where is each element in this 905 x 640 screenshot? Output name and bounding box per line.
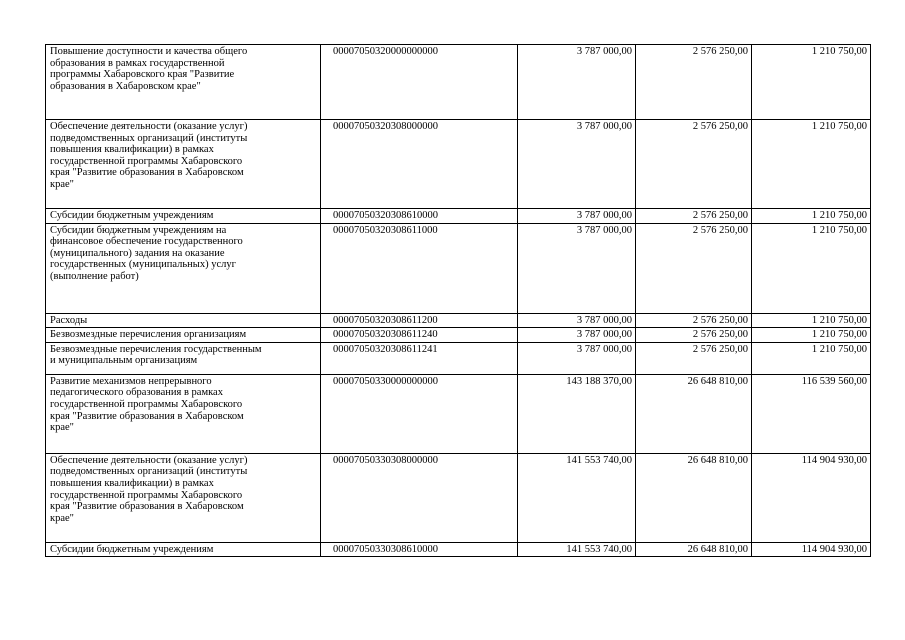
table-row: [46, 542, 871, 557]
row-value-1: 141 553 740,00: [518, 453, 636, 542]
row-code: 00007050320308610000: [321, 209, 518, 224]
row-name: Развитие механизмов непрерывного педагогического образования в рамках государственной программы Хабаровского края "Развитие образования в Хабаровском крае": [46, 374, 321, 453]
row-code: 00007050320308611200: [321, 313, 518, 328]
row-value-3: 114 904 930,00: [752, 453, 871, 542]
row-value-2: 26 648 810,00: [636, 453, 752, 542]
table-row: [46, 209, 871, 224]
row-value-2: 2 576 250,00: [636, 209, 752, 224]
row-code: 00007050320308611241: [321, 342, 518, 374]
row-value-1: 3 787 000,00: [518, 120, 636, 209]
table-row: [46, 342, 871, 374]
row-code: 00007050330308000000: [321, 453, 518, 542]
row-name: Расходы: [46, 313, 321, 328]
row-name: Субсидии бюджетным учреждениям на финансовое обеспечение государственного (муниципального) задания на оказание государственных (муниципальных) услуг (выполнение работ): [46, 223, 321, 313]
row-value-3: 1 210 750,00: [752, 342, 871, 374]
row-value-3: 1 210 750,00: [752, 313, 871, 328]
table-row: [46, 223, 871, 313]
row-name: Обеспечение деятельности (оказание услуг) подведомственных организаций (институты повышения квалификации) в рамках государственной программы Хабаровского края "Развитие образования в Хабаровском крае": [46, 453, 321, 542]
row-code: 00007050320308611240: [321, 328, 518, 343]
row-name: Повышение доступности и качества общего образования в рамках государственной программы Хабаровского края "Развитие образования в Хабаровском крае": [46, 45, 321, 120]
row-value-3: 1 210 750,00: [752, 120, 871, 209]
row-value-2: 2 576 250,00: [636, 223, 752, 313]
row-value-2: 2 576 250,00: [636, 342, 752, 374]
row-value-1: 141 553 740,00: [518, 542, 636, 557]
row-value-1: 3 787 000,00: [518, 209, 636, 224]
row-value-2: 2 576 250,00: [636, 313, 752, 328]
row-code: 00007050330000000000: [321, 374, 518, 453]
row-code: 00007050320000000000: [321, 45, 518, 120]
row-value-2: 26 648 810,00: [636, 542, 752, 557]
row-value-3: 114 904 930,00: [752, 542, 871, 557]
table-row: [46, 374, 871, 453]
row-name: Субсидии бюджетным учреждениям: [46, 542, 321, 557]
row-value-1: 3 787 000,00: [518, 328, 636, 343]
row-value-3: 1 210 750,00: [752, 328, 871, 343]
row-name: Субсидии бюджетным учреждениям: [46, 209, 321, 224]
row-value-1: 143 188 370,00: [518, 374, 636, 453]
row-value-1: 3 787 000,00: [518, 342, 636, 374]
table-row: [46, 328, 871, 343]
row-code: 00007050320308000000: [321, 120, 518, 209]
budget-table: [45, 44, 871, 557]
row-value-3: 1 210 750,00: [752, 209, 871, 224]
row-value-1: 3 787 000,00: [518, 223, 636, 313]
row-value-1: 3 787 000,00: [518, 45, 636, 120]
row-value-2: 2 576 250,00: [636, 45, 752, 120]
row-code: 00007050330308610000: [321, 542, 518, 557]
table-row: [46, 453, 871, 542]
row-value-2: 2 576 250,00: [636, 328, 752, 343]
table-row: [46, 313, 871, 328]
row-name: Безвозмездные перечисления государственным и муниципальным организациям: [46, 342, 321, 374]
row-value-3: 116 539 560,00: [752, 374, 871, 453]
row-value-3: 1 210 750,00: [752, 45, 871, 120]
row-value-2: 26 648 810,00: [636, 374, 752, 453]
row-value-1: 3 787 000,00: [518, 313, 636, 328]
budget-table-body: [46, 45, 871, 557]
table-row: [46, 120, 871, 209]
row-name: Безвозмездные перечисления организациям: [46, 328, 321, 343]
row-code: 00007050320308611000: [321, 223, 518, 313]
row-name: Обеспечение деятельности (оказание услуг) подведомственных организаций (институты повышения квалификации) в рамках государственной программы Хабаровского края "Развитие образования в Хабаровском крае": [46, 120, 321, 209]
row-value-3: 1 210 750,00: [752, 223, 871, 313]
table-row: [46, 45, 871, 120]
row-value-2: 2 576 250,00: [636, 120, 752, 209]
